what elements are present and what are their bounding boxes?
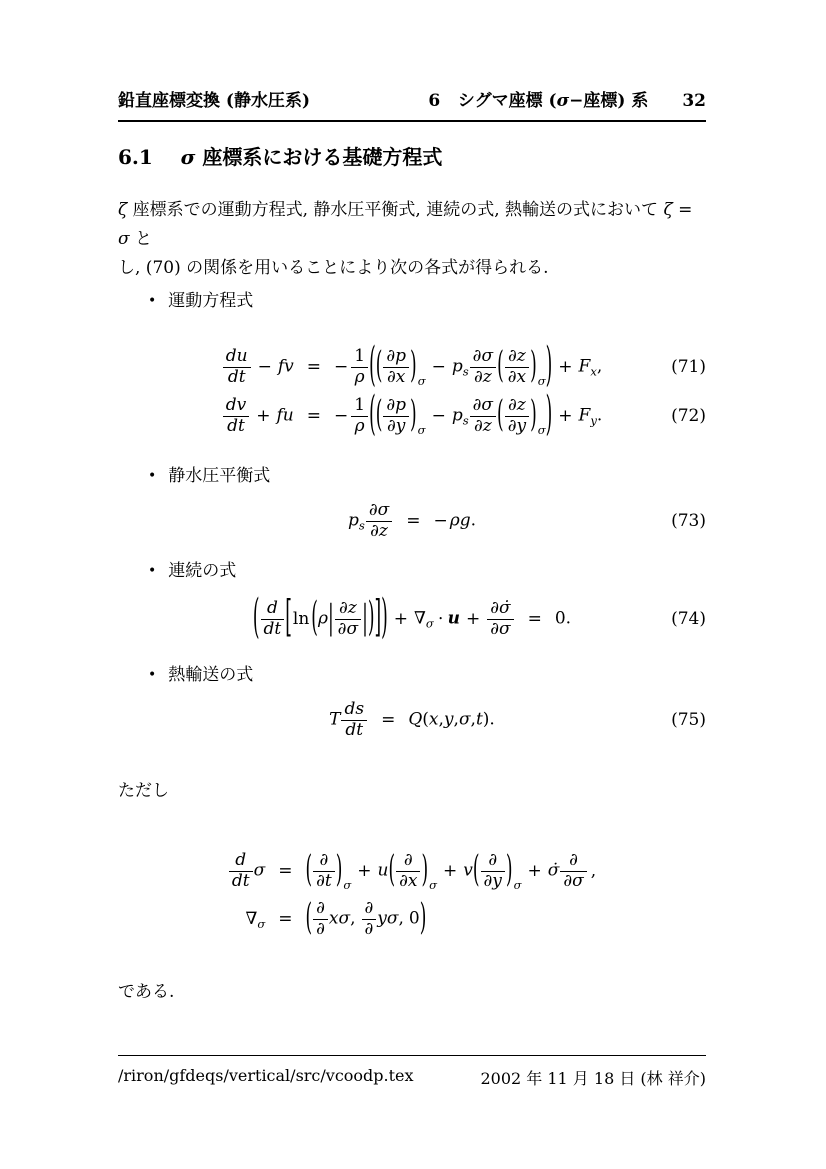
equation-74-number: (74): [671, 609, 706, 629]
page-footer: [118, 1055, 706, 1089]
equation-74-body: ( $\frac{d}{dt}$ [ln (ρ| $\frac{\partial z}{\partial\sigma}$ |)]) + $\nabla_\sigma \cdot u$ + $\frac{\partial\sigmȧ}{\partial\sigma}$ = 0.: [252, 590, 572, 646]
equation-72: [118, 387, 706, 443]
bullet-label: 運動方程式: [168, 291, 254, 311]
section-reference: 6 シグマ座標 (σ−座標) 系: [428, 91, 649, 111]
bullet-icon: [148, 293, 156, 309]
bullet-item-continuity: [148, 556, 236, 581]
intro-paragraph: [118, 196, 706, 283]
bullet-icon: [148, 468, 156, 484]
equation-72-number: (72): [671, 406, 706, 426]
bullet-icon: [148, 563, 156, 579]
running-title: 鉛直座標変換 (静水圧系): [118, 91, 311, 111]
bullet-item-momentum: [148, 286, 253, 311]
supplement-eq1-lhs: $\frac{d}{dt}$ σ: [228, 851, 265, 891]
bullet-label: 連続の式: [168, 561, 237, 581]
bullet-icon: [148, 667, 156, 683]
supplement-eq2-rhs: ( ∂ ∂ xσ, ∂ ∂ yσ, 0): [305, 896, 427, 940]
equation-71: [118, 338, 706, 394]
equation-75-body: T $\frac{ds}{dt}$ = Q(x,y,σ,t).: [329, 698, 495, 740]
closing-text: である.: [118, 982, 175, 1002]
equation-75: [118, 698, 706, 742]
supplement-label: ただし: [118, 781, 169, 801]
supplement-equations: [118, 848, 706, 940]
bullet-label: 熱輸送の式: [168, 665, 254, 685]
bullet-item-hydrostatic: [148, 461, 270, 486]
supplement-eq1-relation: =: [278, 861, 293, 882]
section-heading: 6.1 σ 座標系における基礎方程式: [118, 145, 443, 169]
page-header: [118, 86, 706, 122]
equation-71-number: (71): [671, 357, 706, 377]
intro-line-1: ζ 座標系での運動方程式, 静水圧平衡式, 連続の式, 熱輸送の式において ζ = σ と: [118, 200, 693, 249]
equation-73-number: (73): [671, 511, 706, 531]
supplement-eq2-relation: =: [278, 909, 293, 930]
supplement-eq1-rhs: ( ∂ ∂t )$_\sigma+ u$( ∂ ∂x )$_\sigma+ v$( ∂ ∂y )$_\sigma+$ σ̇ ∂ ∂σ ,: [305, 848, 597, 892]
equation-74: [118, 592, 706, 646]
source-path: /riron/gfdeqs/vertical/src/vcoodp.tex: [118, 1066, 414, 1085]
page-number: 32: [682, 91, 706, 111]
intro-line-2: し, (70) の関係を用いることにより次の各式が得られる.: [118, 258, 549, 278]
bullet-label: 静水圧平衡式: [168, 466, 271, 486]
equation-71-body: $\frac{du}{dt}$ − fv = − $\frac{1}{\rho}$ (( $\frac{\partial p}{\partial x}$ )$_\sigma- p_s$ $\frac{\partial\sigma}{\partial z}$ ( $\frac{\partial z}{\partial x}$ )$_\sigma) + F_x$,: [222, 347, 602, 387]
page-content: [118, 0, 706, 1169]
header-right: [428, 86, 706, 111]
equation-73-body: $p_s$ $\frac{\partial\sigma}{\partial z}$ = − ρg.: [347, 499, 477, 541]
equation-73: [118, 499, 706, 543]
date-text: 2002 年 11 月 18 日 (林 祥介): [480, 1069, 706, 1088]
equation-72-body: $\frac{dv}{dt}$ + fu = − $\frac{1}{\rho}$ (( $\frac{\partial p}{\partial y}$ )$_\sigma- p_s$ $\frac{\partial\sigma}{\partial z}$ ( $\frac{\partial z}{\partial y}$ )$_\sigma) + F_y$.: [222, 396, 603, 436]
equation-75-number: (75): [671, 710, 706, 730]
bullet-item-heat-transport: [148, 660, 253, 685]
supplement-eq2-lhs: $\nabla_\sigma$: [245, 909, 266, 932]
